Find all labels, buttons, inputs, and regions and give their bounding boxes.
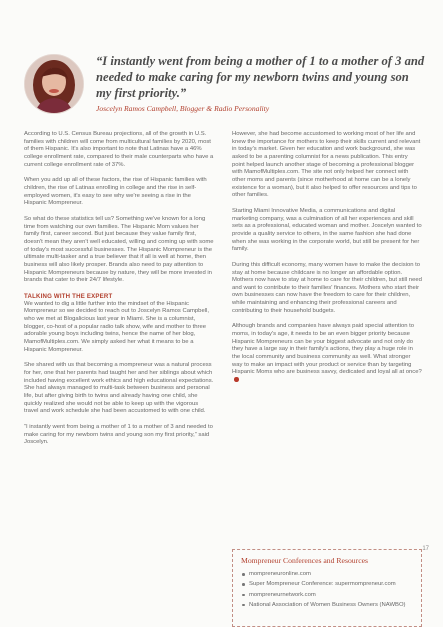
paragraph: Starting Miami Innovative Media, a communications and digital marketing company, was a culmination of all her experiences and skill sets as a professional, educated woman and mother. Joscelyn wanted to provide a quality service to others, in the same fashion she had done when she was working in the corporate world, but still be present for her family. (232, 207, 422, 253)
paragraph: During this difficult economy, many women have to make the decision to stay at home because childcare is no longer an affordable option. Mothers now have to stay at home to care for their children, but still need and want to contribute to their families' finances. Mothers who start their own businesses can now have the freedom to care for their children, while maintaining and enhancing their professional careers and contributing to their household budgets. (232, 261, 422, 314)
paragraph: We wanted to dig a little further into the mindset of the Hispanic Mompreneur so we decided to reach out to Joscelyn Ramos Campbell, who we met at Blogalicious last year in Miami. She is a columnist, blogger, co-host of a popular radio talk show, wife and mother to three adorable young boys including twins, hence the name of her blog, MamofMultiples.com. We simply asked her what it means to be a Hispanic Mompreneur. (24, 300, 209, 353)
article-body (24, 131, 424, 608)
pull-quote-text: “I instantly went from being a mother of 1 to a mother of 3 and needed to make caring for my newborn twins and young son my first priority.” (96, 54, 425, 100)
paragraph: According to U.S. Census Bureau projections, all of the growth in U.S. families with children will come from multicultural families by 2020, most of them Hispanic. It's also important to note that Latinas have a 46% college enrollment rate, compared to their male counterparts who have a current college enrollment rate of 37%. (24, 131, 214, 168)
paragraph: “I instantly went from being a mother of 1 to a mother of 3 and needed to make caring for my newborn twins and young son my first priority,” said Joscelyn. (24, 424, 213, 446)
resources-list (241, 569, 413, 610)
paragraph: However, she had become accustomed to working most of her life and knew the importance for mothers to keep their skills current and relevant in today's market. Given her education and work background, she was asked to be a parenting columnist for a news publication. This entry point helped launch another stage of becoming a professional blogger with MamofMultiples.com. The site not only helped her connect with other moms and parents (since motherhood at home can be a lonely existence for a woman), but it also helped to offer resources and tips to other families. (232, 131, 421, 199)
paragraph: She shared with us that becoming a mompreneur was a natural process for her, one that her parents had taught her and her siblings about which included having excellent work ethics and high educational expectations. She had always managed to multi-task between business and personal life, but after giving birth to twins and already having one child, she quickly realized she would not be able to keep up with the vigorous travel and work schedule she had been accustomed to with one child. (24, 362, 214, 415)
section-heading: TALKING WITH THE EXPERT (24, 292, 113, 300)
paragraph-final (232, 323, 422, 384)
pull-quote-attribution: Joscelyn Ramos Campbell, Blogger & Radio Personality (96, 104, 270, 114)
resource-item[interactable]: mompreneuronline.com (241, 569, 413, 579)
author-portrait-icon (25, 55, 83, 113)
resource-item[interactable]: mompreneurnetwork.com (241, 590, 413, 600)
author-photo (24, 54, 84, 114)
paragraph-final-text: Although brands and companies have always paid special attention to moms, in today's age, it needs to be an even bigger priority because Hispanic Mompreneurs can be your biggest advocate and not only do they have a large say in their family's actions, they play a huge role in the local community and business community as well. What stronger way to make an impact with your product or service than by targeting Hispanic Moms who are business savvy, dedicated and loyal all at once? (232, 323, 422, 376)
end-mark-icon (234, 377, 239, 382)
pull-quote (96, 54, 426, 113)
header (0, 0, 443, 122)
resources-box (232, 549, 422, 627)
left-column (24, 131, 214, 455)
page-number: 17 (422, 546, 429, 552)
paragraph: So what do these statistics tell us? Something we've known for a long time from watching our own families. The Hispanic Mom values her family first, career second. But just because they value family first, doesn't mean they aren't well educated, willing and coming up with some of today's most successful businesses. The Hispanic Mompreneur is the ultimate multi-tasker and a true believer that if all is well at home, then business will also likely prosper. Brands also need to pay attention to Hispanic Mompreneurs because by nature, they will be more invested in brands that cater to their 24/7 lifestyle. (24, 215, 214, 284)
right-column (232, 131, 422, 393)
resource-item[interactable]: Super Mompreneur Conference: supermompreneur.com (241, 579, 413, 589)
paragraph: When you add up all of these factors, the rise of Hispanic families with children, the rise of Latinas enrolling in college and the rise in self-employed women, it's easy to see why we're seeing a rise in the Hispanic Mompreneur. (24, 177, 207, 207)
resources-title: Mompreneur Conferences and Resources (241, 556, 369, 565)
resource-item: National Association of Women Business Owners (NAWBO) (241, 600, 413, 610)
